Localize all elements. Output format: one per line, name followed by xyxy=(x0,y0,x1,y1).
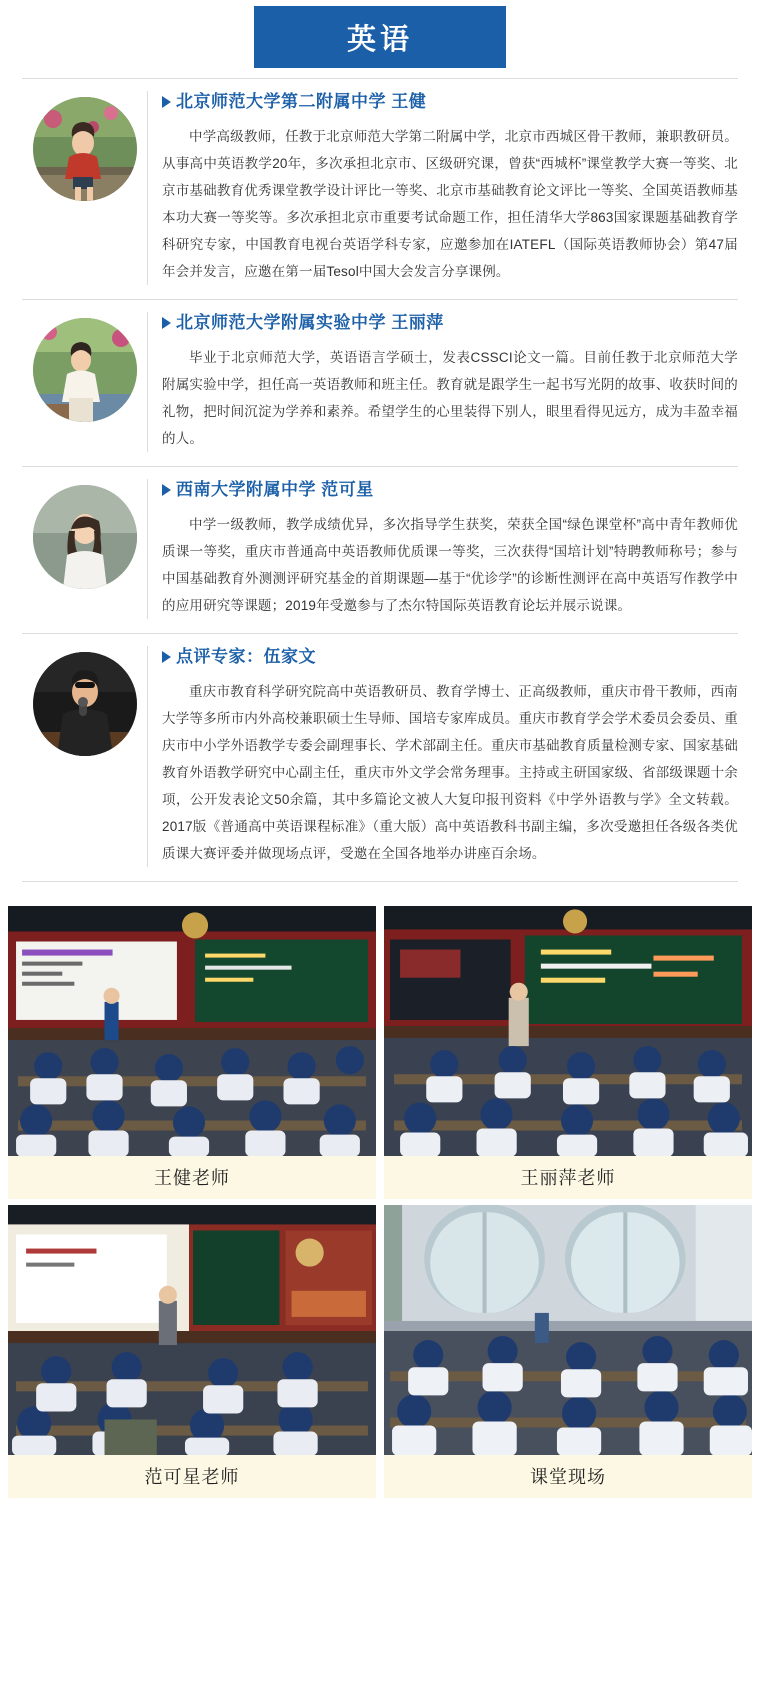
teacher-list xyxy=(22,78,738,882)
triangle-bullet-icon xyxy=(162,317,171,329)
teacher-row xyxy=(22,634,738,882)
teacher-row xyxy=(22,467,738,634)
avatar xyxy=(33,318,137,422)
avatar-cell xyxy=(22,646,147,756)
photo-caption: 范可星老师 xyxy=(8,1455,376,1498)
teacher-row xyxy=(22,300,738,467)
photo-caption: 王丽萍老师 xyxy=(384,1156,752,1199)
classroom-photo xyxy=(8,906,376,1156)
avatar xyxy=(33,652,137,756)
teacher-info xyxy=(147,646,738,867)
photo-card xyxy=(384,906,752,1199)
header xyxy=(0,0,760,68)
teacher-info xyxy=(147,91,738,285)
teacher-name xyxy=(162,312,738,334)
avatar-cell xyxy=(22,91,147,201)
photo-card xyxy=(384,1205,752,1498)
photo-caption: 课堂现场 xyxy=(384,1455,752,1498)
teacher-name xyxy=(162,646,738,668)
teacher-name-text: 北京师范大学第二附属中学 王健 xyxy=(176,92,427,111)
photo-caption: 王健老师 xyxy=(8,1156,376,1199)
avatar-cell xyxy=(22,312,147,422)
teacher-info xyxy=(147,312,738,452)
photo-gallery xyxy=(8,906,752,1508)
avatar xyxy=(33,485,137,589)
teacher-bio: 中学一级教师，教学成绩优异，多次指导学生获奖，荣获全国“绿色课堂杯”高中青年教师优质课一等奖，重庆市普通高中英语教师优质课一等奖，三次获得“国培计划”特聘教师称号；参与中国基础教育外测测评研究基金的首期课题—基于“优诊学”的诊断性测评在高中英语写作教学中的应用研究等课题；2019年受邀参与了杰尔特国际英语教育论坛并展示说课。 xyxy=(162,517,738,614)
photo-card xyxy=(8,1205,376,1498)
teacher-bio: 中学高级教师，任教于北京师范大学第二附属中学，北京市西城区骨干教师，兼职教研员。从事高中英语教学20年，多次承担北京市、区级研究课，曾获“西城杯”课堂教学大赛一等奖、北京市基础教育优秀课堂教学设计评比一等奖、北京市基础教育论文评比一等奖、全国英语教师基本功大赛一等奖等。多次承担北京市重要考试命题工作，担任清华大学863国家课题基础教育学科研究专家，中国教育电视台英语学科专家，应邀参加在IATEFL（国际英语教师协会）第47届年会并发言，应邀在第一届Tesol中国大会发言分享课例。 xyxy=(162,129,738,280)
avatar xyxy=(33,97,137,201)
photo-card xyxy=(8,906,376,1199)
page-title: 英语 xyxy=(254,6,506,68)
teacher-bio: 重庆市教育科学研究院高中英语教研员、教育学博士、正高级教师，重庆市骨干教师，西南大学等多所市内外高校兼职硕士生导师、国培专家库成员。重庆市教育学会学术委员会委员、重庆市中小学外语教学专委会副理事长、学术部副主任。重庆市基础教育质量检测专家、国家基础教育外语教学研究中心副主任，重庆市外文学会常务理事。主持或主研国家级、省部级课题十余项，公开发表论文50余篇，其中多篇论文被人大复印报刊资料《中学外语教与学》全文转载。2017版《普通高中英语课程标准》（重大版）高中英语教科书副主编，多次受邀担任各级各类优质课大赛评委并做现场点评，受邀在全国各地举办讲座百余场。 xyxy=(162,684,738,862)
triangle-bullet-icon xyxy=(162,96,171,108)
teacher-name xyxy=(162,91,738,113)
classroom-photo xyxy=(384,906,752,1156)
teacher-name-text: 点评专家：伍家文 xyxy=(176,647,316,667)
teacher-name xyxy=(162,479,738,501)
teacher-name-text: 西南大学附属中学 范可星 xyxy=(176,480,374,500)
triangle-bullet-icon xyxy=(162,484,171,496)
teacher-info xyxy=(147,479,738,619)
triangle-bullet-icon xyxy=(162,651,171,663)
classroom-photo xyxy=(384,1205,752,1455)
avatar-cell xyxy=(22,479,147,589)
teacher-name-text: 北京师范大学附属实验中学 王丽萍 xyxy=(176,313,444,333)
classroom-photo xyxy=(8,1205,376,1455)
teacher-row xyxy=(22,79,738,300)
teacher-bio: 毕业于北京师范大学，英语语言学硕士，发表CSSCI论文一篇。目前任教于北京师范大学附属实验中学，担任高一英语教师和班主任。教育就是跟学生一起书写光阴的故事、收获时间的礼物，把时间沉淀为学养和素养。希望学生的心里装得下别人，眼里看得见远方，成为丰盈幸福的人。 xyxy=(162,350,738,447)
